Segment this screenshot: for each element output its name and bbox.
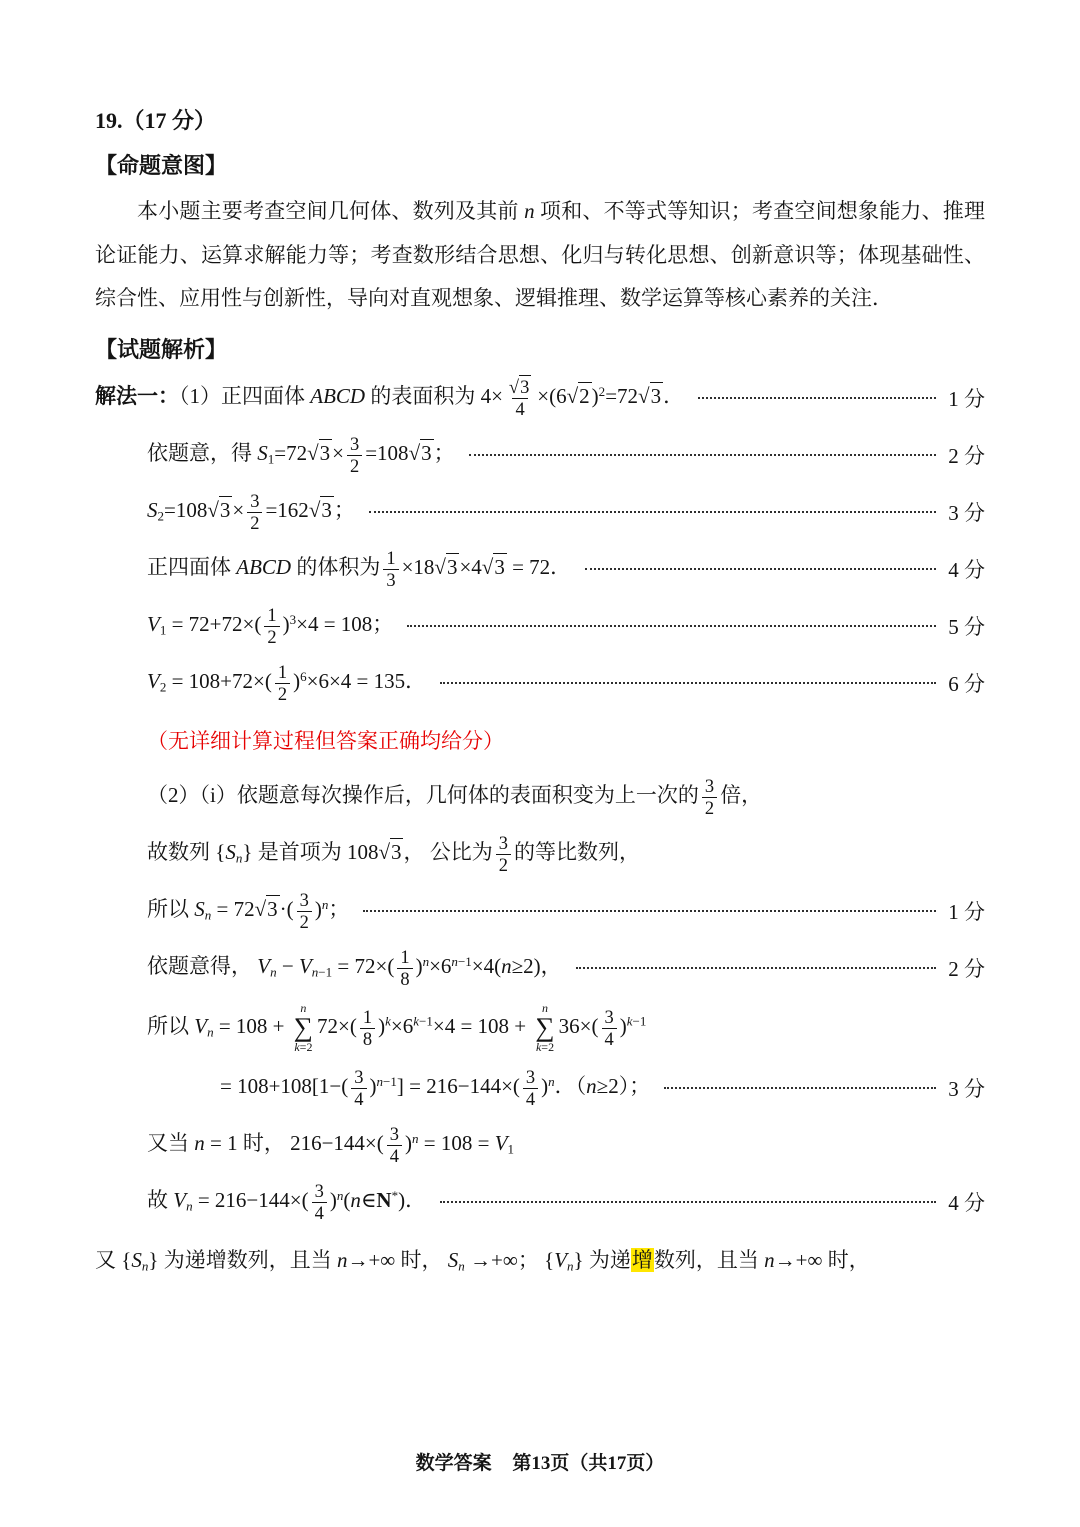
- math-expression: 又当 n = 1 时， 216−144×( $\frac{3}{4}$ )$^n = 108 = V_1$: [147, 1123, 515, 1166]
- math-expression: 所以 $S_n = 72√3\cdot$( $\frac{3}{2}$ )$^n$；: [147, 889, 350, 932]
- score-label: 6 分: [948, 672, 985, 697]
- dot-leader: [576, 967, 937, 969]
- score-label: 4 分: [948, 1191, 985, 1216]
- math-expression: 依题意，得 $S_1=72√3\times$ $\frac{3}{2}$ =108√3；: [147, 433, 455, 476]
- dot-leader: [363, 910, 936, 912]
- grading-note: [95, 717, 985, 763]
- solution-step-5: [95, 603, 985, 649]
- math-expression: 故 $V_n = 216-144\times$( $\frac{3}{4}$ )$^n$(n∈N*)．: [147, 1180, 427, 1223]
- solution-step-12: [95, 1065, 985, 1111]
- math-expression: $V_1 = 72+72\times$( $\frac{1}{2}$ )$^3$×4 = 108；: [147, 604, 394, 647]
- math-expression: （2）（i）依题意每次操作后，几何体的表面积变为上一次的 $\frac{3}{2}$ 倍，: [147, 775, 763, 818]
- solution-step-11: [95, 1002, 985, 1054]
- score-label: 5 分: [948, 615, 985, 640]
- solution-step-9: [95, 888, 985, 934]
- dot-leader: [585, 568, 936, 570]
- score-label: 3 分: [948, 1077, 985, 1102]
- intent-paragraph: 本小题主要考查空间几何体、数列及其前 n 项和、不等式等知识；考查空间想象能力、推理论证能力、运算求解能力等；考查数形结合思想、化归与转化思想、创新意识等；体现基础性、综合性、应用性与创新性，导向对直观想象、逻辑推理、数学运算等核心素养的关注．: [95, 199, 986, 311]
- score-label: 1 分: [948, 387, 985, 412]
- solution-step-4: [95, 546, 985, 592]
- math-expression: 故数列 $\{S_n\}$ 是首项为 108√3， 公比为 $\frac{3}{2}$ 的等比数列，: [147, 832, 640, 875]
- score-label: 2 分: [948, 957, 985, 982]
- score-label: 3 分: [948, 501, 985, 526]
- score-label: 1 分: [948, 900, 985, 925]
- page-footer: [0, 1448, 1080, 1475]
- solution-step-2: [95, 432, 985, 478]
- footer-doc-title: 数学答案: [415, 1453, 492, 1474]
- solution-step-15: [95, 1236, 985, 1282]
- score-label: 4 分: [948, 558, 985, 583]
- math-expression: 又 $\{S_n\}$ 为递增数列，且当 n→+∞ 时， $S_n$ →+∞； $\{V_n\}$ 为递增数列，且当 n→+∞ 时，: [95, 1248, 870, 1274]
- dot-leader: [369, 511, 936, 513]
- dot-leader: [440, 682, 936, 684]
- solution-step-8: [95, 831, 985, 877]
- math-expression: $S_2=108√3\times$ $\frac{3}{2}$ =162√3；: [147, 490, 355, 533]
- dot-leader: [407, 625, 936, 627]
- dot-leader: [469, 454, 937, 456]
- solution-step-3: [95, 489, 985, 535]
- math-expression: 正四面体 ABCD 的体积为 $\frac{1}{3}$ ×18√3×4√3 = 72．: [147, 547, 572, 590]
- math-expression: $V_2 = 108+72\times$( $\frac{1}{2}$ )$^6$×6×4 = 135．: [147, 661, 427, 704]
- dot-leader: [440, 1201, 936, 1203]
- dot-leader: [664, 1087, 936, 1089]
- math-expression: 依题意得， $V_n - V_{n-1} = 72\times$( $\frac{1}{8}$ )$^n\times 6^{n-1}\times 4(n\ge 2)$，: [147, 946, 562, 989]
- dot-leader: [698, 397, 936, 399]
- question-number: 19.（17 分）: [95, 108, 217, 133]
- math-expression: 解法一：（1）正四面体 ABCD 的表面积为 4× $\frac{√3}{4}$ $\times(6√2)^2=72√3$．: [95, 376, 685, 419]
- solution-step-13: [95, 1122, 985, 1168]
- solution-step-6: [95, 660, 985, 706]
- math-expression: = 108+108[1−( $\frac{3}{4}$ )$^{n-1}$] = 216−144×( $\frac{3}{4}$ )$^n$．（n≥2）；: [220, 1066, 651, 1109]
- solution-step-1: [95, 375, 985, 421]
- section-analysis-title: 【试题解析】: [95, 337, 228, 363]
- solution-step-7: [95, 774, 985, 820]
- grading-note-text: （无详细计算过程但答案正确均给分）: [147, 729, 504, 754]
- score-label: 2 分: [948, 444, 985, 469]
- solution-step-14: [95, 1179, 985, 1225]
- footer-page-number: 第13页（共17页）: [512, 1453, 665, 1474]
- solution-step-10: [95, 945, 985, 991]
- math-expression: 所以 $V_n = 108$ + n ∑ k=2 72×( $\frac{1}{8}$ )$^k\times 6^{k-1}\times 4 = 108$ + n ∑ k=2 36×( $\frac{3}{4}$ )$^{k-1}$: [147, 1001, 647, 1054]
- section-intent-title: 【命题意图】: [95, 153, 228, 178]
